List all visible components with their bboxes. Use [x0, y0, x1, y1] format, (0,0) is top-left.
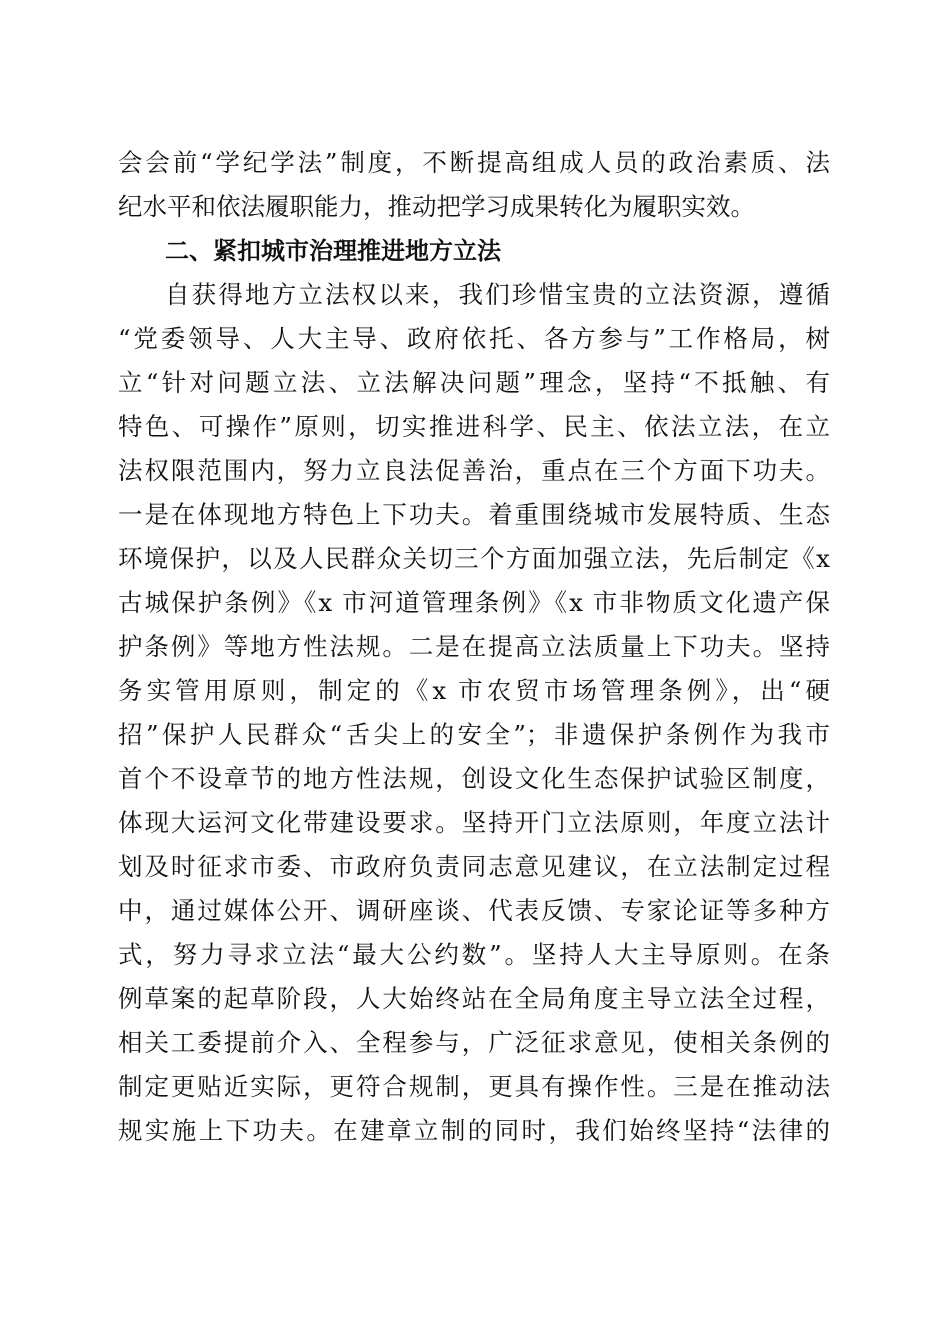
- paragraph-line: 护条例》等地方性法规。二是在提高立法质量上下功夫。坚持: [118, 632, 830, 661]
- paragraph-line: 务实管用原则，制定的《x 市农贸市场管理条例》，出“硬: [118, 676, 830, 705]
- paragraph-line: 一是在体现地方特色上下功夫。着重围绕城市发展特质、生态: [118, 500, 830, 529]
- paragraph-line: 招”保护人民群众“舌尖上的安全”；非遗保护条例作为我市: [118, 720, 830, 749]
- paragraph-line: 划及时征求市委、市政府负责同志意见建议，在立法制定过程: [118, 852, 830, 881]
- section-heading: 二、紧扣城市治理推进地方立法: [165, 237, 501, 265]
- paragraph-line: “党委领导、人大主导、政府依托、各方参与”工作格局，树: [118, 324, 830, 353]
- paragraph-line: 体现大运河文化带建设要求。坚持开门立法原则，年度立法计: [118, 808, 830, 837]
- paragraph-line: 会会前“学纪学法”制度，不断提高组成人员的政治素质、法: [118, 148, 830, 177]
- paragraph-line: 立“针对问题立法、立法解决问题”理念，坚持“不抵触、有: [118, 368, 830, 397]
- paragraph-line: 中，通过媒体公开、调研座谈、代表反馈、专家论证等多种方: [118, 896, 830, 925]
- paragraph-line: 环境保护，以及人民群众关切三个方面加强立法，先后制定《x: [118, 544, 830, 573]
- paragraph-line: 式，努力寻求立法“最大公约数”。坚持人大主导原则。在条: [118, 940, 830, 969]
- paragraph-line: 纪水平和依法履职能力，推动把学习成果转化为履职实效。: [118, 192, 755, 221]
- paragraph-line: 法权限范围内，努力立良法促善治，重点在三个方面下功夫。: [118, 456, 830, 485]
- paragraph-line: 相关工委提前介入、全程参与，广泛征求意见，使相关条例的: [118, 1028, 830, 1057]
- paragraph-line: 古城保护条例》《x 市河道管理条例》《x 市非物质文化遗产保: [118, 588, 830, 617]
- paragraph-line: 例草案的起草阶段，人大始终站在全局角度主导立法全过程，: [118, 984, 830, 1013]
- paragraph-line: 特色、可操作”原则，切实推进科学、民主、依法立法，在立: [118, 412, 830, 441]
- paragraph-line: 首个不设章节的地方性法规，创设文化生态保护试验区制度，: [118, 764, 830, 793]
- paragraph-line: 自获得地方立法权以来，我们珍惜宝贵的立法资源，遵循: [165, 280, 830, 309]
- paragraph-line: 规实施上下功夫。在建章立制的同时，我们始终坚持“法律的: [118, 1116, 830, 1145]
- paragraph-line: 制定更贴近实际，更符合规制，更具有操作性。三是在推动法: [118, 1072, 830, 1101]
